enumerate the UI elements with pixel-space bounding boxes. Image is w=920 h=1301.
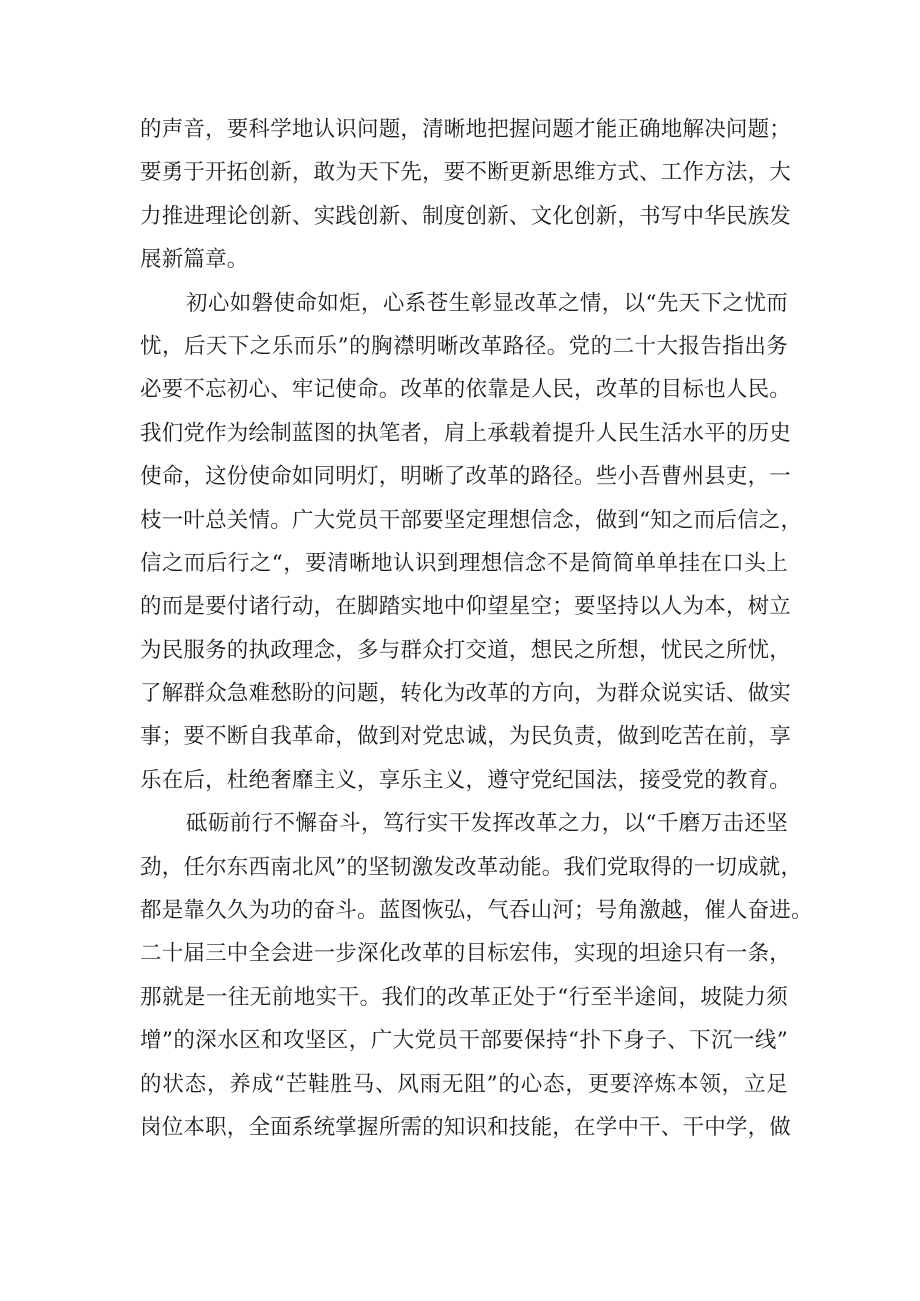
text-line: 枝一叶总关情。广大党员干部要坚定理想信念，做到“知之而后信之， xyxy=(140,507,803,533)
text-line: 的而是要付诸行动，在脚踏实地中仰望星空；要坚持以人为本，树立 xyxy=(140,594,792,620)
text-line: 的状态，养成“芒鞋胜马、风雨无阻”的心态，更要淬炼本领，立足 xyxy=(140,1071,788,1097)
text-line: 劲，任尔东西南北风”的坚韧激发改革动能。我们党取得的一切成就， xyxy=(140,854,803,880)
paragraph-first-line: 初心如磐使命如炬，心系苍生彰显改革之情，以“先天下之忧而 xyxy=(186,290,788,316)
text-line: 信之而后行之“，要清晰地认识到理想信念不是简简单单挂在口头上 xyxy=(140,550,788,576)
text-line: 忧，后天下之乐而乐”的胸襟明晰改革路径。党的二十大报告指出务 xyxy=(140,333,788,359)
text-line: 的声音，要科学地认识问题，清晰地把握问题才能正确地解决问题； xyxy=(140,117,792,142)
text-line: 那就是一往无前地实干。我们的改革正处于“行至半途间，坡陡力须 xyxy=(140,984,788,1010)
text-line: 必要不忘初心、牢记使命。改革的依靠是人民，改革的目标也人民。 xyxy=(140,377,792,403)
document-body xyxy=(140,108,813,1149)
paragraph-first-line: 砥砺前行不懈奋斗，笃行实干发挥改革之力，以“千磨万击还坚 xyxy=(186,811,788,837)
text-line: 事；要不断自我革命，做到对党忠诚，为民负责，做到吃苦在前，享 xyxy=(140,724,792,750)
text-line: 都是靠久久为功的奋斗。蓝图恢弘，气吞山河；号角激越，催人奋进。 xyxy=(140,898,813,924)
text-line: 使命，这份使命如同明灯，明晰了改革的路径。些小吾曹州县吏，一 xyxy=(140,464,792,490)
text-line: 二十届三中全会进一步深化改革的目标宏伟，实现的坦途只有一条， xyxy=(140,941,792,967)
text-line: 为民服务的执政理念，多与群众打交道，想民之所想，忧民之所忧， xyxy=(140,637,792,663)
text-line: 了解群众急难愁盼的问题，转化为改革的方向，为群众说实话、做实 xyxy=(140,681,792,707)
text-line: 岗位本职，全面系统掌握所需的知识和技能，在学中干、干中学，做 xyxy=(140,1114,792,1140)
text-line: 展新篇章。 xyxy=(140,247,249,273)
text-line: 乐在后，杜绝奢靡主义，享乐主义，遵守党纪国法，接受党的教育。 xyxy=(140,767,792,793)
text-line: 我们党作为绘制蓝图的执笔者，肩上承载着提升人民生活水平的历史 xyxy=(140,420,792,446)
text-line: 要勇于开拓创新，敢为天下先，要不断更新思维方式、工作方法，大 xyxy=(140,160,792,186)
text-line: 力推进理论创新、实践创新、制度创新、文化创新，书写中华民族发 xyxy=(140,203,792,229)
text-line: 增”的深水区和攻坚区，广大党员干部要保持“扑下身子、下沉一线” xyxy=(140,1028,788,1054)
